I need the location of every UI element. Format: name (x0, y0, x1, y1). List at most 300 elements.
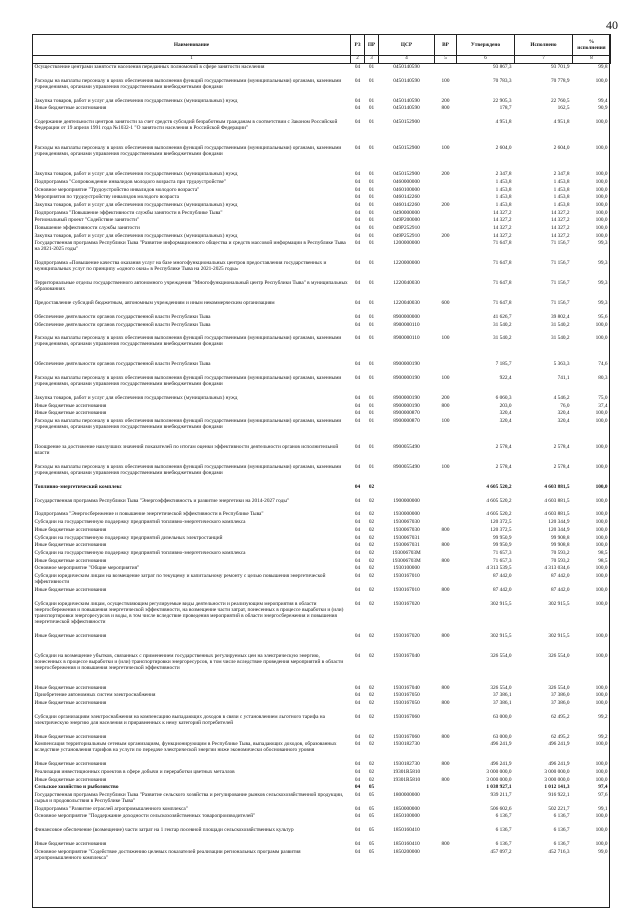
cell-percent: 100,0 (595, 813, 608, 820)
cell-percent: 100,0 (595, 768, 608, 775)
cell-name: Подпрограмма "Развитие отраслей агропромышленного комплекса" (34, 805, 188, 812)
cell-pr: 01 (368, 260, 375, 267)
cell-executed: 87 442,0 (550, 572, 570, 579)
cell-pr: 01 (368, 224, 375, 231)
cell-csr: 1220040030 (393, 280, 420, 287)
cell-csr: 1930167010 (393, 586, 420, 593)
cell-name: Подпрограмма «Повышение качества оказания услуг на базе многофункциональных центров предоставления государственных и муниципальных услуг по принципу «одного окна» в Республике Тыва на 2021-2025 годы» (34, 260, 327, 273)
cell-rz: 04 (354, 519, 361, 526)
cell-approved: 14 327,2 (492, 209, 512, 216)
cell-pr: 01 (368, 77, 375, 84)
cell-approved: 457 097,2 (490, 848, 512, 855)
cell-name: Иные бюджетные ассигнования (34, 410, 107, 417)
cell-csr: 1930067031 (393, 542, 420, 549)
table-row (33, 210, 611, 218)
cell-csr: 049P252910 (393, 224, 420, 231)
cell-percent: 100,0 (595, 741, 608, 748)
cell-approved: 496 241,9 (490, 761, 512, 768)
cell-name: Финансовое обеспечение (возмещение) части затрат на 1 гектар посевной площади сельскохозяйственных культур (34, 827, 294, 834)
cell-vr (435, 806, 457, 814)
cell-executed: 70 778,9 (550, 77, 570, 84)
cell-csr: 0460000000 (393, 178, 420, 185)
cell-csr: 1900000000 (393, 497, 420, 504)
cell-percent: 100,0 (595, 761, 608, 768)
cell-percent: 100,0 (595, 145, 608, 152)
cell-pr: 02 (368, 511, 375, 518)
cell-executed: 5 363,3 (553, 361, 570, 368)
table-row (33, 217, 611, 225)
cell-rz: 04 (354, 741, 361, 748)
cell-pr: 05 (368, 792, 375, 798)
cell-approved: 120 372,5 (490, 519, 512, 526)
table-row (33, 784, 611, 792)
cell-executed: 6 136,7 (553, 841, 570, 848)
cell-vr: 800 (441, 776, 450, 783)
cell-vr (435, 511, 457, 519)
cell-approved: 320,4 (499, 418, 512, 425)
cell-csr: 1930167060 (393, 713, 420, 720)
cell-percent: 100,0 (595, 209, 608, 216)
cell-pr: 05 (368, 848, 375, 855)
cell-vr (435, 187, 457, 195)
cell-rz: 04 (354, 565, 361, 572)
cell-approved: 6 136,7 (495, 813, 512, 820)
table-row (33, 464, 611, 484)
cell-vr: 100 (441, 375, 450, 382)
cell-name: Закупка товаров, работ и услуг для обеспечения государственных (муниципальных) нужд (34, 97, 238, 104)
cell-vr (435, 827, 457, 841)
cell-approved: 4 605 520,2 (486, 483, 512, 490)
table-row (33, 119, 611, 145)
cell-approved: 1 453,8 (495, 178, 512, 185)
cell-executed: 2 578,4 (553, 463, 570, 470)
cell-pr: 02 (368, 483, 375, 490)
cell-executed: 120 344,9 (548, 526, 570, 533)
table-row (33, 827, 611, 841)
cell-rz: 04 (354, 511, 361, 518)
cell-approved: 99 950,9 (492, 534, 512, 541)
cell-approved: 1 453,8 (495, 201, 512, 208)
cell-vr: 100 (441, 335, 450, 342)
cell-name: Иные бюджетные ассигнования (34, 684, 107, 691)
cell-approved: 939 211,7 (490, 792, 512, 798)
cell-percent: 95,6 (598, 313, 608, 320)
cell-executed: 6 136,7 (553, 827, 570, 834)
cell-pr: 02 (368, 741, 375, 748)
cell-name: Расходы на выплаты персоналу в целях обеспечения выполнения функций государственными (муниципальными) органами, казенными учреждениями, органами управления государственными внебюджетными фондами (34, 77, 342, 90)
cell-csr: 1850100000 (393, 813, 420, 820)
cell-percent: 100,0 (595, 519, 608, 526)
table-row (33, 187, 611, 195)
cell-pr: 02 (368, 542, 375, 549)
cell-rz: 04 (354, 692, 361, 699)
cell-rz: 04 (354, 526, 361, 533)
cell-approved: 70 783,3 (492, 77, 512, 84)
cell-percent: 37,4 (598, 402, 608, 409)
cell-percent: 100,0 (595, 321, 608, 328)
cell-name: Основное мероприятие "Трудоустройство инвалидов молодого возраста" (34, 186, 200, 193)
cell-vr: 800 (441, 684, 450, 691)
cell-vr (435, 741, 457, 761)
cell-rz: 04 (354, 410, 361, 417)
cell-csr: 1220000000 (393, 260, 420, 267)
cell-executed: 320,4 (557, 410, 570, 417)
table-row (33, 145, 611, 171)
cell-percent: 99,3 (598, 300, 608, 307)
table-row (33, 653, 611, 685)
cell-approved: 1 038 927,1 (486, 784, 512, 791)
cell-pr: 02 (368, 557, 375, 564)
cell-pr: 02 (368, 652, 375, 659)
cell-executed: 31 540,2 (550, 335, 570, 342)
header-percent: % исполнения (573, 35, 611, 56)
cell-rz: 04 (354, 534, 361, 541)
cell-approved: 41 626,7 (492, 313, 512, 320)
cell-executed: 326 554,0 (548, 684, 570, 691)
cell-name: Иные бюджетные ассигнования (34, 557, 107, 564)
cell-percent: 99,1 (598, 805, 608, 812)
cell-percent: 100,0 (595, 511, 608, 518)
table-row (33, 171, 611, 179)
cell-executed: 70 593,2 (550, 549, 570, 556)
cell-vr (435, 692, 457, 700)
cell-percent: 100,0 (595, 526, 608, 533)
cell-name: Государственная программа Республики Тыва "Развитие сельского хозяйства и регулирование рынков сельскохозяйственной продукции, сырья и продовольствия в Республике Тыва" (34, 792, 344, 805)
cell-rz: 04 (354, 572, 361, 579)
cell-vr (435, 813, 457, 827)
table-row (33, 98, 611, 106)
cell-name: Закупка товаров, работ и услуг для обеспечения государственных (муниципальных) нужд (34, 171, 238, 178)
cell-vr: 200 (441, 395, 450, 401)
cell-pr: 02 (368, 534, 375, 541)
cell-rz: 04 (354, 549, 361, 556)
cell-rz: 04 (354, 260, 361, 267)
table-row (33, 558, 611, 566)
cell-csr: 1930167040 (393, 652, 420, 659)
cell-vr: 600 (441, 300, 450, 307)
cell-vr (435, 240, 457, 260)
table-row (33, 322, 611, 336)
cell-pr: 05 (368, 784, 375, 791)
cell-vr (435, 361, 457, 375)
cell-rz: 04 (354, 402, 361, 409)
cell-pr: 01 (368, 64, 375, 70)
cell-csr: 0450140590 (393, 64, 420, 70)
cell-pr: 02 (368, 713, 375, 720)
cell-name: Расходы на выплаты персоналу в целях обеспечения выполнения функций государственными (муниципальными) органами, казенными учреждениями, органами управления государственными внебюджетными фондами (34, 375, 342, 388)
header-executed: Исполнено (515, 35, 573, 56)
cell-rz: 04 (354, 813, 361, 820)
cell-executed: 31 540,2 (550, 321, 570, 328)
cell-percent: 99,3 (598, 280, 608, 287)
cell-csr: 8900000190 (393, 395, 420, 401)
cell-executed: 99 908,8 (550, 542, 570, 549)
cell-rz: 04 (354, 280, 361, 287)
cell-name: Иные бюджетные ассигнования (34, 542, 107, 549)
cell-approved: 2 578,4 (495, 444, 512, 451)
cell-executed: 62 495,2 (550, 713, 570, 720)
table-row (33, 734, 611, 742)
table-row (33, 300, 611, 314)
cell-executed: 70 593,2 (550, 557, 570, 564)
cell-approved: 6 060,3 (495, 395, 512, 401)
cell-percent: 74,6 (598, 361, 608, 368)
cell-csr: 8900000190 (393, 375, 420, 382)
cell-rz: 04 (354, 483, 361, 490)
cell-executed: 4 313 034,6 (544, 565, 570, 572)
cell-percent: 100,0 (595, 776, 608, 783)
cell-rz: 04 (354, 463, 361, 470)
cell-csr: 1800000000 (393, 792, 420, 798)
cell-rz: 04 (354, 300, 361, 307)
cell-executed: 496 241,9 (548, 741, 570, 748)
cell-approved: 31 540,2 (492, 321, 512, 328)
cell-executed: 3 000 000,0 (544, 776, 570, 783)
cell-executed: 1 453,8 (553, 194, 570, 201)
cell-approved: 63 000,0 (492, 713, 512, 720)
cell-csr: 1850160410 (393, 841, 420, 848)
cell-csr: 1850000000 (393, 805, 420, 812)
cell-csr: 8900000110 (393, 335, 420, 342)
cell-name: Топливно-энергетический комплекс (34, 483, 122, 490)
cell-percent: 99,2 (598, 713, 608, 720)
table-row (33, 418, 611, 444)
table-row (33, 395, 611, 403)
cell-rz: 04 (354, 375, 361, 382)
table-row (33, 202, 611, 210)
cell-percent: 100,0 (595, 586, 608, 593)
cell-percent: 99,2 (598, 733, 608, 740)
cell-percent: 100,0 (595, 652, 608, 659)
cell-percent: 100,0 (595, 534, 608, 541)
cell-csr: 1930000000 (393, 511, 420, 518)
cell-rz: 04 (354, 805, 361, 812)
cell-rz: 04 (354, 600, 361, 607)
budget-execution-table (32, 34, 611, 863)
cell-csr: 049P252910 (393, 232, 420, 239)
cell-rz: 04 (354, 684, 361, 691)
cell-csr: 1930100000 (393, 565, 420, 572)
cell-name: Предоставление субсидий бюджетным, автономным учреждениям и иным некоммерческим организациям (34, 300, 275, 307)
col-index: 4 (379, 56, 435, 64)
cell-name: Закупка товаров, работ и услуг для обеспечения государственных (муниципальных) нужд (34, 201, 238, 208)
cell-vr (435, 64, 457, 78)
table-row (33, 565, 611, 573)
cell-pr: 05 (368, 841, 375, 848)
cell-percent: 100,0 (595, 684, 608, 691)
cell-csr: 1930167020 (393, 600, 420, 607)
cell-executed: 326 554,0 (548, 652, 570, 659)
cell-csr: 1930167060 (393, 733, 420, 740)
cell-approved: 22 905,3 (492, 97, 512, 104)
cell-approved: 203,0 (499, 402, 512, 409)
cell-name: Основное мероприятие "Содействие достижению целевых показателей реализации региональных программ развития агропромышленного комплекса" (34, 848, 301, 861)
cell-approved: 302 915,5 (490, 600, 512, 607)
cell-vr: 800 (441, 526, 450, 533)
cell-pr: 02 (368, 519, 375, 526)
cell-executed: 302 915,5 (548, 632, 570, 639)
cell-csr: 0450152900 (393, 119, 420, 126)
cell-executed: 1 453,8 (553, 201, 570, 208)
cell-csr: 8900055490 (393, 444, 420, 451)
table-row (33, 550, 611, 558)
cell-name: Обеспечение деятельности органов государственной власти Республики Тыва (34, 361, 211, 368)
cell-csr: 0490000000 (393, 209, 420, 216)
cell-name: Основное мероприятие "Поддержание доходности сельскохозяйственных товаропроизводителей" (34, 813, 256, 820)
cell-csr: 193006703M (392, 557, 421, 564)
cell-percent: 80,3 (598, 375, 608, 382)
cell-approved: 302 915,5 (490, 632, 512, 639)
cell-approved: 14 327,2 (492, 217, 512, 224)
cell-rz: 04 (354, 557, 361, 564)
cell-rz: 04 (354, 313, 361, 320)
table-row (33, 587, 611, 601)
cell-pr: 01 (368, 194, 375, 201)
cell-executed: 4 603 881,5 (544, 511, 570, 518)
cell-percent: 97,4 (598, 784, 608, 791)
cell-approved: 120 372,5 (490, 526, 512, 533)
cell-approved: 320,4 (499, 410, 512, 417)
table-row (33, 792, 611, 806)
cell-approved: 99 950,9 (492, 542, 512, 549)
cell-rz: 04 (354, 232, 361, 239)
col-index: 2 (351, 56, 365, 64)
cell-percent: 100,0 (595, 77, 608, 84)
cell-percent: 100,0 (595, 483, 608, 490)
budget-table-sheet (32, 34, 610, 863)
cell-vr: 800 (441, 105, 450, 112)
cell-vr (435, 550, 457, 558)
cell-vr (435, 179, 457, 187)
cell-name: Иные бюджетные ассигнования (34, 632, 107, 639)
cell-percent: 100,0 (595, 632, 608, 639)
table-row (33, 78, 611, 98)
cell-pr: 01 (368, 375, 375, 382)
cell-csr: 1930067031 (393, 534, 420, 541)
cell-vr (435, 769, 457, 777)
cell-executed: 62 495,2 (550, 733, 570, 740)
cell-csr: 1930167050 (393, 692, 420, 699)
cell-executed: 37 386,0 (550, 692, 570, 699)
cell-executed: 14 327,2 (550, 217, 570, 224)
cell-executed: 496 241,9 (548, 761, 570, 768)
cell-executed: 2 578,4 (553, 444, 570, 451)
cell-pr: 02 (368, 761, 375, 768)
cell-csr: 1200000000 (393, 240, 420, 247)
cell-vr: 200 (441, 232, 450, 239)
cell-pr: 02 (368, 526, 375, 533)
cell-name: Государственная программа Республики Тыва "Развитие информационного общества и средств массовой информации в Республике Тыва на 2021-2025 годы" (34, 240, 346, 253)
cell-csr (379, 484, 435, 498)
cell-csr: 0450140590 (393, 77, 420, 84)
cell-rz: 04 (354, 178, 361, 185)
cell-csr: 1930167040 (393, 684, 420, 691)
cell-approved: 2 578,4 (495, 463, 512, 470)
cell-approved: 6 136,7 (495, 841, 512, 848)
cell-pr: 01 (368, 463, 375, 470)
cell-name: Подпрограмма "Энергосбережение и повышение энергетической эффективности в Республике Тыва" (34, 511, 264, 518)
cell-rz: 04 (354, 841, 361, 848)
cell-pr: 05 (368, 805, 375, 812)
cell-vr (435, 714, 457, 734)
table-row (33, 741, 611, 761)
cell-executed: 99 908,8 (550, 534, 570, 541)
cell-percent: 100,0 (595, 827, 608, 834)
cell-executed: 4 603 881,5 (544, 483, 570, 490)
table-row (33, 633, 611, 653)
cell-vr: 800 (441, 632, 450, 639)
table-row (33, 519, 611, 527)
cell-percent: 100,0 (595, 201, 608, 208)
cell-csr: 1930182730 (393, 741, 420, 748)
cell-approved: 93 867,3 (492, 64, 512, 70)
cell-rz: 04 (354, 186, 361, 193)
cell-percent: 100,0 (595, 463, 608, 470)
cell-csr: 193006703M (392, 549, 421, 556)
table-row (33, 179, 611, 187)
cell-pr: 01 (368, 186, 375, 193)
cell-vr (435, 484, 457, 498)
table-row (33, 535, 611, 543)
cell-csr: 8900000190 (393, 361, 420, 368)
cell-pr: 02 (368, 733, 375, 740)
cell-pr: 01 (368, 300, 375, 307)
header-rz: РЗ (351, 35, 365, 56)
cell-approved: 37 386,1 (492, 692, 512, 699)
cell-approved: 3 000 000,0 (486, 768, 512, 775)
cell-pr: 01 (368, 361, 375, 368)
cell-csr: 0450140590 (393, 97, 420, 104)
cell-executed: 452 716,3 (548, 848, 570, 855)
cell-pr: 02 (368, 768, 375, 775)
cell-percent: 100,0 (595, 841, 608, 848)
cell-executed: 1 012 141,3 (544, 784, 570, 791)
cell-name: Расходы на выплаты персоналу в целях обеспечения выполнения функций государственными (муниципальными) органами, казенными учреждениями, органами управления государственными внебюджетными фондами (34, 145, 342, 158)
cell-pr: 02 (368, 572, 375, 579)
cell-executed: 22 760,5 (550, 97, 570, 104)
cell-vr: 100 (441, 145, 450, 152)
cell-rz: 04 (354, 699, 361, 706)
cell-percent: 99,8 (598, 64, 608, 70)
table-body (33, 64, 611, 863)
cell-pr: 02 (368, 632, 375, 639)
cell-csr: 8900000870 (393, 410, 420, 417)
cell-approved: 71 647,8 (492, 240, 512, 247)
cell-pr: 02 (368, 497, 375, 504)
col-index: 3 (365, 56, 379, 64)
cell-csr: 1220040030 (393, 300, 420, 307)
cell-vr (435, 194, 457, 202)
cell-name: Содержание деятельности центров занятости за счет средств субсидий безработным гражданам в соответствии с Законом Российской Федерации от 19 апреля 1991 года №1032-1 "О занятости населения в Российской Федерации" (34, 119, 338, 132)
cell-vr (435, 119, 457, 145)
col-index: 1 (33, 56, 351, 64)
cell-rz: 04 (354, 217, 361, 224)
cell-pr: 01 (368, 395, 375, 401)
cell-percent: 98,5 (598, 557, 608, 564)
cell-vr (435, 280, 457, 300)
cell-percent: 100,0 (595, 178, 608, 185)
cell-name: Обеспечение деятельности органов государственной власти Республики Тыва (34, 321, 211, 328)
cell-vr (435, 322, 457, 336)
cell-pr: 02 (368, 684, 375, 691)
cell-vr: 200 (441, 97, 450, 104)
cell-executed: 4 603 881,5 (544, 497, 570, 504)
cell-pr: 02 (368, 776, 375, 783)
table-row (33, 194, 611, 202)
table-row (33, 260, 611, 280)
cell-rz: 04 (354, 713, 361, 720)
cell-name: Иные бюджетные ассигнования (34, 526, 107, 533)
